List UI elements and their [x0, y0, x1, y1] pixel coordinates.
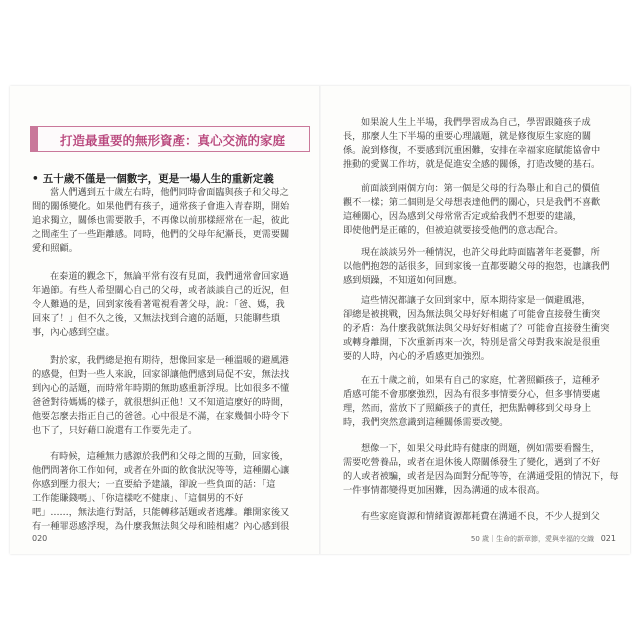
paragraph [343, 182, 600, 238]
text-line: 的感覺，但對一些人來說，回家卻讓他們感到局促不安，無法找 [32, 369, 290, 380]
text-line: 這些情況都讓子女回到家中，原本期待家是一個避風港， [361, 295, 591, 306]
text-line: 年過節。有些人希望關心自己的父母，或者談談自己的近況，但 [32, 285, 290, 296]
page-number-left: 020 [32, 534, 48, 543]
text-line: 令人難過的是，回到家後看著電視看著父母，說：「爸、媽，我 [32, 299, 285, 310]
text-line: 也下了，只好藉口說還有工作要先走了。 [32, 425, 198, 436]
text-line: 到內心的話題，而時常年時期的無助感重新浮現。比如很多不懂 [32, 383, 290, 394]
text-line: 他要怎麼去指正自己的爸爸。心中很是不滿，在家幾個小時令下 [32, 411, 290, 422]
text-line: 現在談談另外一種情況，也許父母此時面臨著年老憂鬱，所 [361, 247, 600, 258]
paragraph [32, 270, 289, 340]
text-line: 一件事情都變得更加困難，因為溝通的成本很高。 [343, 485, 546, 496]
text-line: 的矛盾：為什麼我就無法與父母好好相處了？可能會直接發生衝突 [343, 323, 610, 334]
right-page [321, 86, 630, 554]
text-line: 長，那麼人生下半場的重要心理議題，就是修復原生家庭的關 [343, 131, 592, 142]
section-heading-text: 五十歲不僅是一個數字，更是一場人生的重新定義 [42, 173, 274, 185]
text-line: 之間產生了一些距離感。同時，他們的父母年紀漸長，更需要關 [32, 229, 290, 240]
text-line: 事，內心感到空虛。 [32, 327, 115, 338]
text-line: 他們問著你工作如何，或者在外面的飲食狀況等等，這種關心讓 [32, 465, 290, 476]
text-line: 卻總是被挑戰，因為無法與父母好好相處了可能會直接發生衝突 [343, 309, 601, 320]
paragraph [32, 354, 289, 438]
text-line: 間的關係變化。如果他們有孩子，通常孩子會進入青春期，開始 [32, 201, 290, 212]
text-line: 工作能賺錢嗎」、「你這樣吃不健康」、「這個男的不好 [32, 493, 244, 504]
text-line: 感到煩躁，不知道如何回應。 [343, 275, 463, 286]
text-line: 或轉身離開，下次重新再來一次，特別是當父母對我來說是很重 [343, 337, 601, 348]
text-line: 在泰道的觀念下，無論平常有沒有見面，我們通常會回家過 [50, 271, 289, 282]
paragraph [343, 294, 609, 364]
section-heading [32, 171, 274, 186]
running-footer: 50 歲｜生命的新章節，愛與幸福的交織 [470, 535, 594, 543]
paragraph [343, 510, 600, 524]
text-line: 對於家，我們總是抱有期待，想像回家是一種溫暖的避風港 [50, 355, 289, 366]
text-line: 即使他們是正確的，但被迫就要接受他們的意志配合。 [343, 225, 564, 236]
text-line: 在五十歲之前，如果有自己的家庭，忙著照顧孩子，這種矛 [361, 375, 600, 386]
text-line: 吧」……，無法進行對話，只能轉移話題或者逃離。離開家後又 [32, 507, 290, 518]
text-line: 想像一下，如果父母此時有健康的問題，例如需要看醫生， [361, 443, 600, 454]
paragraph [32, 186, 289, 256]
text-line: 這種關心，因為感到父母常常否定或給我們不想要的建議， [343, 211, 582, 222]
paragraph [343, 246, 609, 288]
paragraph [343, 116, 600, 172]
chapter-title-box [30, 126, 310, 152]
text-line: 有些家庭資源和情緒資源都耗費在溝通不良，不少人提到父 [361, 511, 600, 522]
text-line: 回來了！」但不久之後，又無法找到合適的話題，只能聊些瑣 [32, 313, 281, 324]
text-line: 有一種罪惡感浮現，為什麼我無法與父母和睦相處？內心感到很 [32, 521, 290, 532]
text-line: 盾感可能不會那麼強烈，因為有很多事情要分心，但多事情要處 [343, 389, 601, 400]
text-line: 前面談到兩個方向：第一個是父母的行為舉止和自己的價值 [361, 183, 600, 194]
text-line: 係。說到修復，不要感到沉重困難，安排在幸福家庭賦能協會中 [343, 145, 601, 156]
text-line: 你感到壓力很大；一直要給予建議，卻說一些負面的話：「這 [32, 479, 276, 490]
book-spread [10, 86, 630, 554]
text-line: 理，然而，當放下了照顧孩子的責任，把焦點轉移到父母身上 [343, 403, 592, 414]
page-number-right: 021 [600, 534, 616, 543]
text-line: 當人們邁到五十歲左右時，他們同時會面臨與孩子和父母之 [50, 187, 289, 198]
paragraph [343, 374, 600, 430]
text-line: 有時候，這種無力感源於我們和父母之間的互動，回家後， [50, 451, 289, 462]
text-line: 追求獨立，關係也需要散手，不再像以前那樣經常在一起，彼此 [32, 215, 290, 226]
paragraph [343, 442, 619, 498]
text-line: 觀不一樣；第二個則是父母想表達他們的關心，只是我們不喜歡 [343, 197, 601, 208]
text-line: 時，我們突然意識到這種關係需要改變。 [343, 417, 509, 428]
section-bullet: • [32, 173, 39, 185]
text-line: 爸爸對待媽媽的樣子，就很想糾正他！又不知道這麼好的時間， [32, 397, 290, 408]
text-line: 以他們抱怨的話很多，回到家後一直都要聽父母的抱怨，也讓我們 [343, 261, 610, 272]
paragraph [32, 450, 289, 534]
text-line: 的人或者被騙，或者是因為面對分配等等，在溝通受阻的情況下，每 [343, 471, 619, 482]
text-line: 需要吃營養品，或者在退休後人際關係發生了變化，遇到了不好 [343, 457, 601, 468]
chapter-title: 打造最重要的無形資產：真心交流的家庭 [60, 133, 286, 148]
text-line: 如果說人生上半場，我們學習成為自己，學習跟隨孩子成 [361, 117, 591, 128]
text-line: 要的人時，內心的矛盾感更加強烈。 [343, 351, 490, 362]
text-line: 愛和照顧。 [32, 243, 78, 254]
text-line: 推動的愛翼工作坊，就是促進安全感的關係，打造改變的基石。 [343, 159, 601, 170]
left-page [10, 86, 319, 554]
